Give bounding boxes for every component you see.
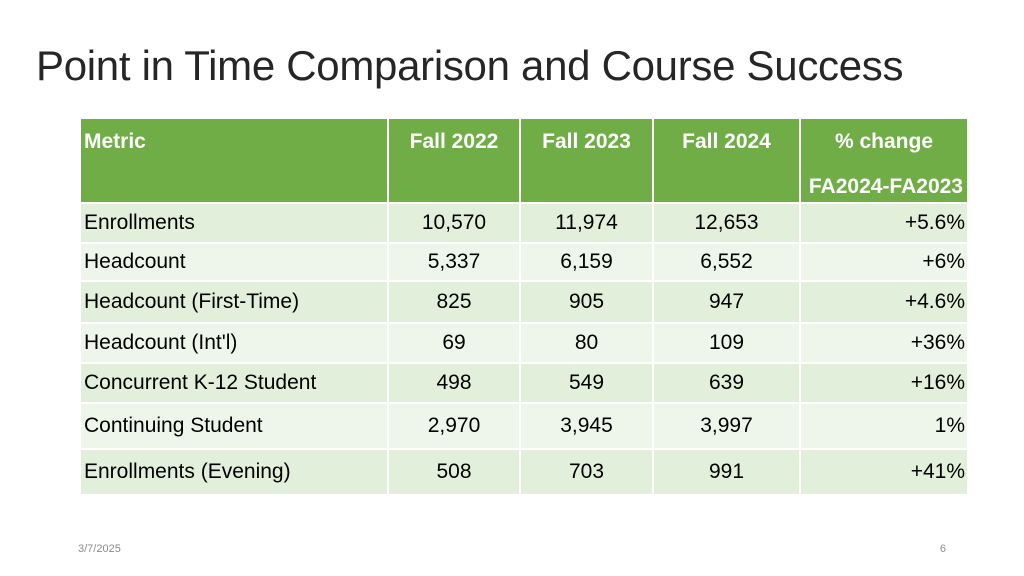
footer-date: 3/7/2025 [78,543,121,555]
header-change-sub: FA2024-FA2023 [808,175,963,198]
table-row [81,449,967,495]
row-fall-2024: 639 [653,363,800,403]
row-change: +5.6% [800,203,967,243]
table-row [81,363,967,403]
row-fall-2022: 825 [388,281,520,323]
row-fall-2024: 991 [653,449,800,495]
row-change: +4.6% [800,281,967,323]
table-row [81,243,967,281]
row-fall-2022: 508 [388,449,520,495]
header-fall-2024: Fall 2024 [653,119,800,203]
row-fall-2023: 3,945 [520,403,653,449]
row-fall-2022: 2,970 [388,403,520,449]
table-row [81,403,967,449]
footer-page-number: 6 [939,543,946,555]
row-fall-2023: 905 [520,281,653,323]
row-metric: Enrollments (Evening) [81,449,388,495]
row-metric: Headcount (Int'l) [81,323,388,363]
row-change: +16% [800,363,967,403]
header-change-label: % change [834,130,934,153]
row-metric: Enrollments [81,203,388,243]
row-fall-2023: 703 [520,449,653,495]
row-fall-2022: 498 [388,363,520,403]
row-fall-2023: 549 [520,363,653,403]
row-change: 1% [800,403,967,449]
row-fall-2024: 3,997 [653,403,800,449]
table-header-row [81,119,967,203]
row-fall-2022: 5,337 [388,243,520,281]
metrics-table [81,119,967,496]
row-fall-2023: 80 [520,323,653,363]
slide-title: Point in Time Comparison and Course Success [36,42,904,89]
row-metric: Headcount (First-Time) [81,281,388,323]
row-fall-2024: 947 [653,281,800,323]
table-row [81,203,967,243]
table-row [81,323,967,363]
row-change: +41% [800,449,967,495]
row-change: +36% [800,323,967,363]
row-fall-2024: 109 [653,323,800,363]
header-change [800,119,967,203]
row-change: +6% [800,243,967,281]
row-metric: Continuing Student [81,403,388,449]
row-fall-2024: 6,552 [653,243,800,281]
row-fall-2022: 10,570 [388,203,520,243]
row-fall-2023: 11,974 [520,203,653,243]
row-fall-2022: 69 [388,323,520,363]
row-fall-2024: 12,653 [653,203,800,243]
row-fall-2023: 6,159 [520,243,653,281]
row-metric: Headcount [81,243,388,281]
row-metric: Concurrent K-12 Student [81,363,388,403]
header-metric: Metric [81,119,388,203]
header-fall-2022: Fall 2022 [388,119,520,203]
header-fall-2023: Fall 2023 [520,119,653,203]
table-row [81,281,967,323]
